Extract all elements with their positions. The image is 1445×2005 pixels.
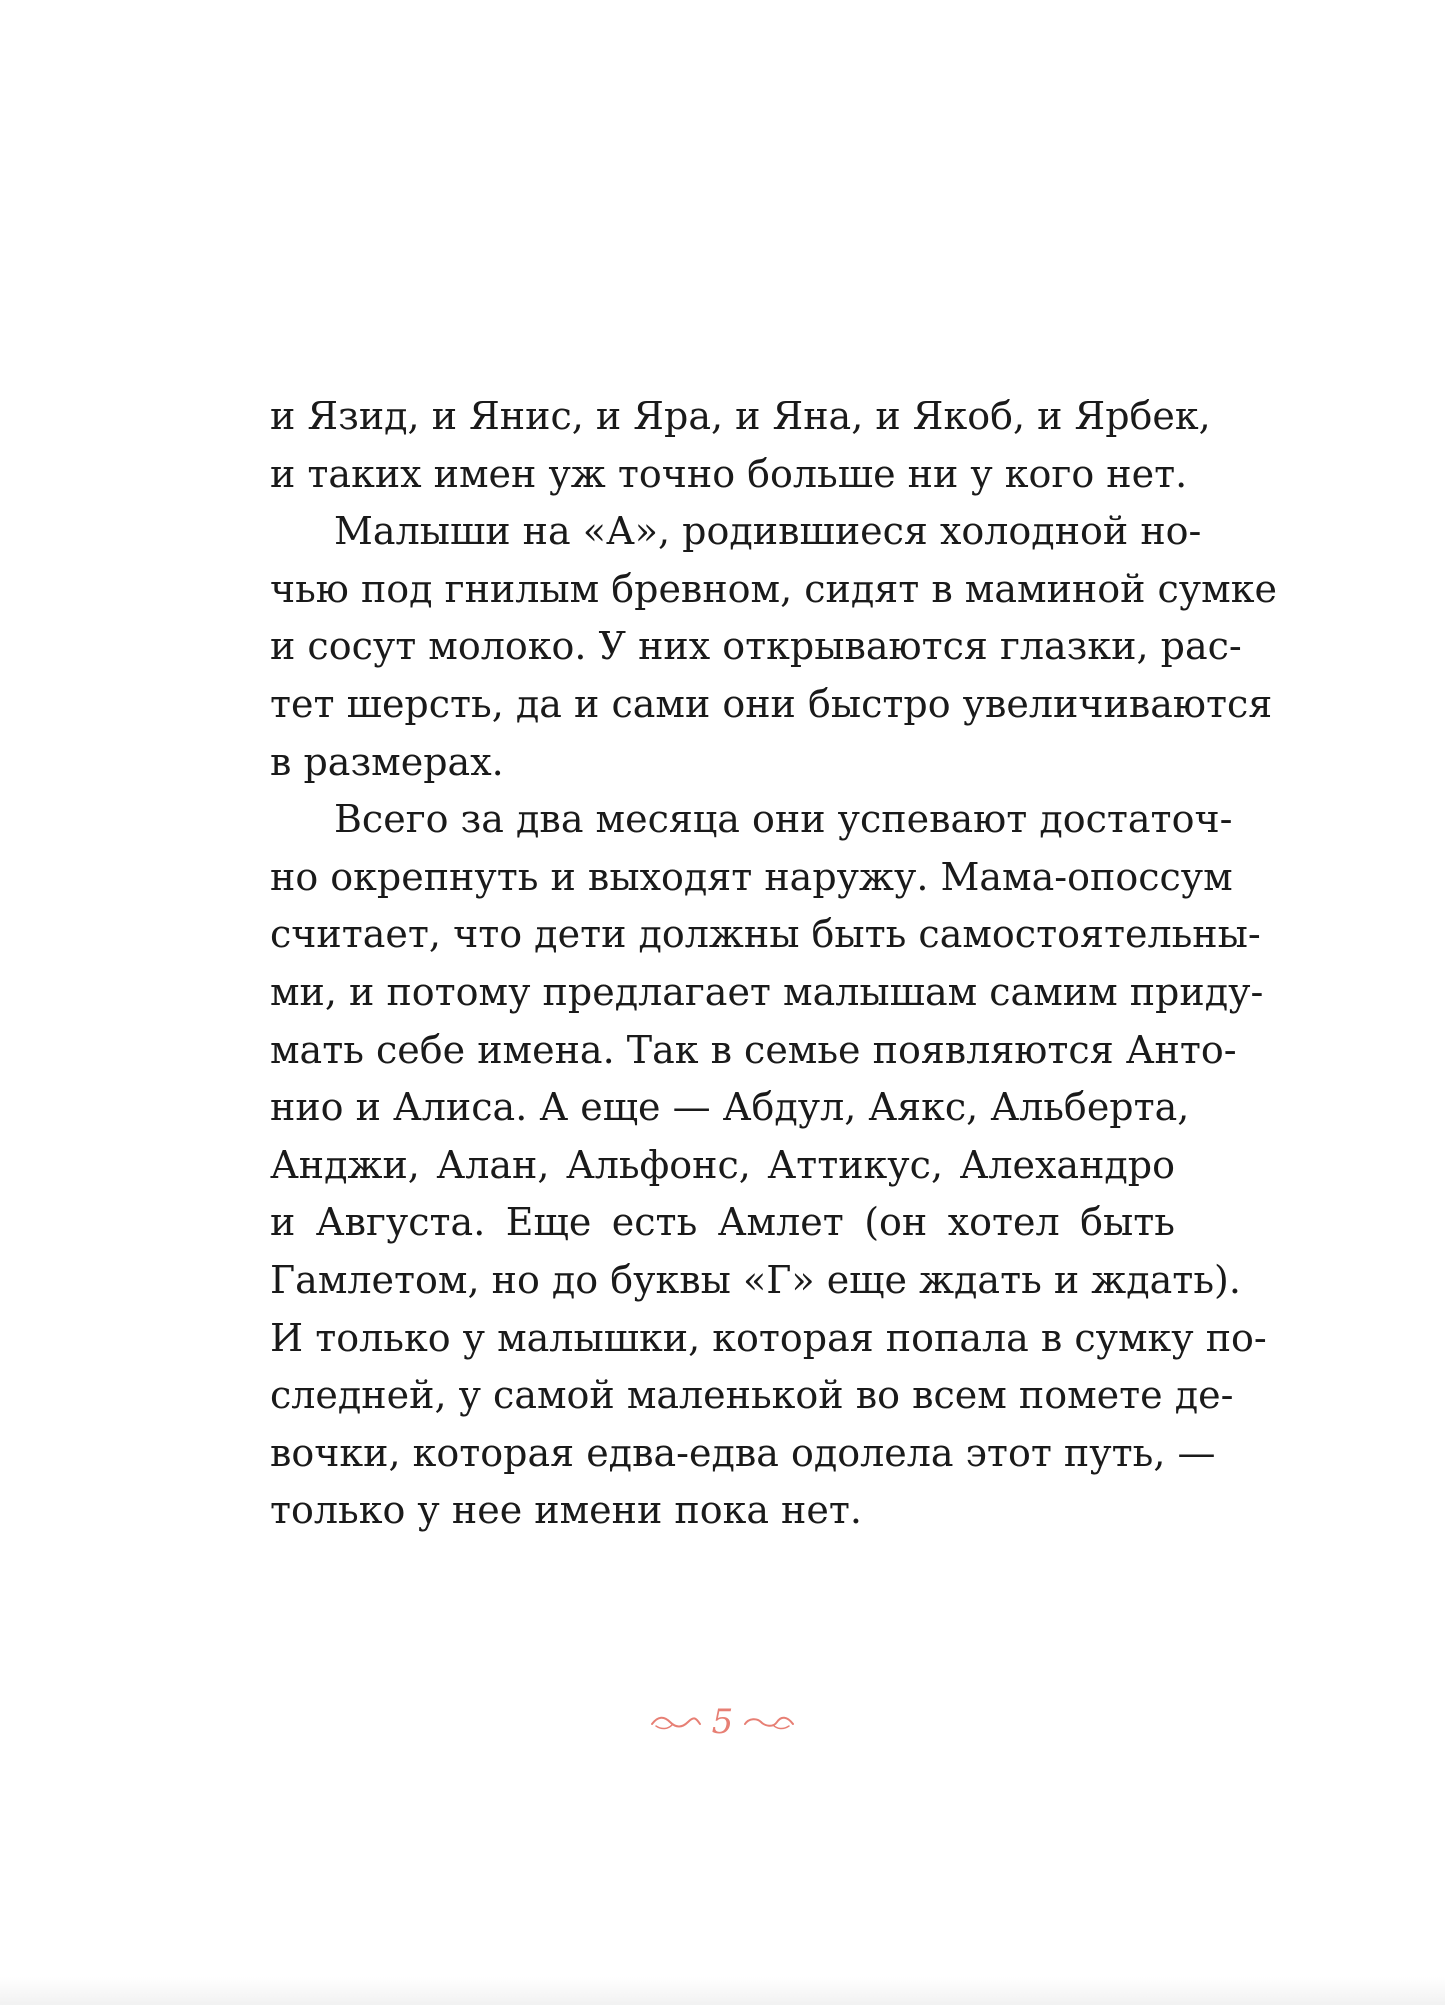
text-line: вочки, которая едва-едва одолела этот путь, — (270, 1430, 1216, 1475)
page-number: 5 (711, 1702, 734, 1742)
text-line: Всего за два месяца они успевают достаточ- (334, 797, 1233, 842)
text-line: в размерах. (270, 739, 504, 784)
text-line: и таких имен уж точно больше ни у кого нет. (270, 451, 1188, 496)
text-line: ми, и потому предлагает малышам самим приду- (270, 969, 1264, 1014)
text-line: нио и Алиса. А еще — Абдул, Аякс, Альберта, (270, 1085, 1190, 1130)
bottom-edge-shadow (0, 1977, 1445, 2005)
body-text (270, 388, 1277, 1540)
text-line: только у нее имени пока нет. (270, 1488, 862, 1533)
left-swash-ornament (650, 1712, 702, 1732)
text-line: считает, что дети должны быть самостоятельны- (270, 912, 1261, 957)
text-line: тет шерсть, да и сами они быстро увеличиваются (270, 681, 1273, 726)
page-folio (0, 1695, 1445, 1747)
text-line: Гамлетом, но до буквы «Г» еще ждать и ждать). (270, 1257, 1241, 1302)
text-line: и сосут молоко. У них открываются глазки, рас- (270, 624, 1242, 669)
right-swash-ornament (743, 1712, 795, 1732)
text-line: Анджи, Алан, Альфонс, Аттикус, Алехандро (270, 1142, 1175, 1187)
text-line: мать себе имена. Так в семье появляются Анто- (270, 1027, 1237, 1072)
text-line: и Язид, и Янис, и Яра, и Яна, и Якоб, и Ярбек, (270, 394, 1211, 438)
text-line: И только у малышки, которая попала в сумку по- (270, 1315, 1267, 1360)
text-line: и Августа. Еще есть Амлет (он хотел быть (270, 1200, 1175, 1245)
text-line: Малыши на «А», родившиеся холодной но- (334, 509, 1202, 554)
text-line: но окрепнуть и выходят наружу. Мама-опоссум (270, 854, 1233, 899)
text-line: следней, у самой маленькой во всем помете де- (270, 1373, 1234, 1418)
text-line: чью под гнилым бревном, сидят в маминой сумке (270, 566, 1277, 611)
